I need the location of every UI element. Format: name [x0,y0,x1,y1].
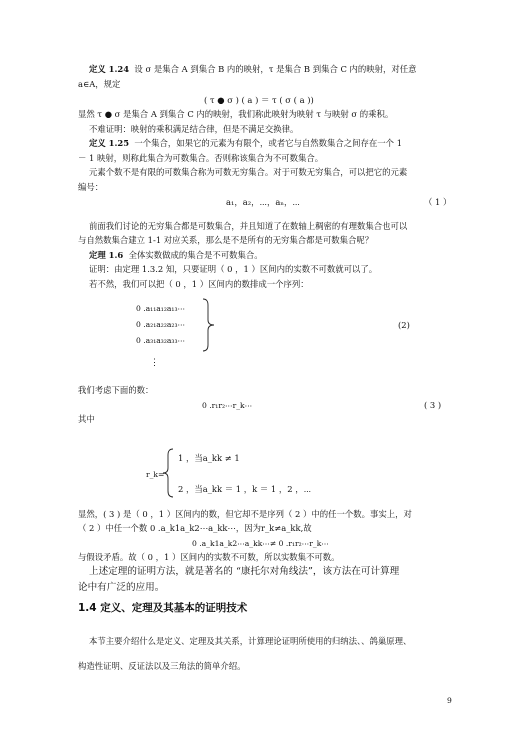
equation-number-2: (2) [398,320,410,330]
conclusion-line4: 上述定理的证明方法，就是著名的 “康托尔对角线法”，该方法在可计算理 [89,566,400,577]
matrix-row-1: 0 .a₁₁a₁₂a₁₃⋯ [136,304,186,313]
def-1-25-line4: 编号： [78,182,104,192]
conclusion-line3: 与假设矛盾。故（ 0 ，1 ）区间内的实数不可数，所以实数集不可数。 [78,552,340,562]
def-1-25-line2: － 1 映射，则称此集合为可数集合。否则称该集合为不可数集合。 [78,153,324,163]
vertical-ellipsis: ⋮ [150,358,159,368]
equation-number-3: ( 3 ) [424,400,442,410]
diagonal-number: 0 .r₁r₂⋯r_k⋯ [202,401,253,410]
theorem-1-6-label: 定理 1.6 [89,250,124,260]
def-1-24-line4: 不难证明：映射的乘积满足结合律，但是不满足交换律。 [89,124,299,134]
matrix-row-2: 0 .a₂₁a₂₂a₂₃⋯ [136,320,186,329]
right-brace-icon [202,298,216,352]
intro-line2: 与自然数集合建立 1-1 对应关系，那么是不是所有的无穷集合都是可数集合呢？ [78,235,374,245]
def-1-24-line2: a∈A，规定 [78,79,121,89]
conclusion-line5: 论中有广泛的应用。 [78,582,165,593]
inequality-formula: 0 .a_k1a_k2⋯a_kk⋯≠ 0 .r₁r₂⋯r_k⋯ [192,539,329,548]
piecewise-case-2: 2 ，当a_kk ＝ 1 ，k ＝ 1 ，2 ，⋯ [178,484,312,494]
def-1-24-label: 定义 1.24 [89,64,130,74]
sequence-formula: a₁，a₂，⋯，aₙ，⋯ [226,197,300,207]
def-1-24-line3: 显然 τ ● σ 是集合 A 到集合 C 内的映射，我们称此映射为映射 τ 与映射 σ 的乘积。 [78,109,394,119]
composition-formula: ( τ ● σ ) ( a ) ＝ τ ( σ ( a )) [204,95,314,105]
def-1-25-line1: 定义 1.25 一个集合，如果它的元素为有限个，或者它与自然数集合之间存在一个 1 [89,138,403,148]
def-1-25-line3: 元素个数不是有限的可数集合称为可数无穷集合。对于可数无穷集合，可以把它的元素 [89,167,408,177]
piecewise-case-1: 1 ，当a_kk ≠ 1 [178,453,240,463]
equation-number-1: （ 1 ） [424,197,452,207]
left-brace-icon [162,448,174,498]
section-heading: 1.4 定义、定理及其基本的证明技术 [78,602,248,614]
proof-line2: 若不然，我们可以把（ 0 ，1 ）区间内的数排成一个序列： [89,279,309,289]
def-1-24-line1: 定义 1.24 设 σ 是集合 A 到集合 B 内的映射，τ 是集合 B 到集合 C 内的映射，对任意 [89,64,417,74]
def-1-25-label: 定义 1.25 [89,138,130,148]
where-label: 其中 [78,414,95,424]
proof-line1: 证明：由定理 1.3.2 知，只要证明（ 0 ，1 ）区间内的实数不可数就可以了。 [89,264,378,274]
conclusion-line1: 显然，( 3 ) 是（ 0 ，1 ）区间内的数，但它却不是序列（ 2 ）中的任一个数。事实上，对 [78,509,412,519]
section-line2: 构造性证明、反证法以及三角法的简单介绍。 [78,661,246,671]
consider-line: 我们考虑下面的数： [78,385,154,395]
section-line1: 本节主要介绍什么是定义、定理及其关系，计算理论证明所使用的归纳法、、鸽巢原理、 [89,636,412,646]
intro-line1: 前面我们讨论的无穷集合都是可数集合，并且知道了在数轴上稠密的有理数集合也可以 [89,221,408,231]
piecewise-lhs: r_k= [146,470,165,479]
page-number: 9 [447,696,452,705]
theorem-1-6: 定理 1.6 全体实数做成的集合是不可数集合。 [89,250,263,260]
matrix-row-3: 0 .a₃₁a₃₂a₃₃⋯ [136,336,186,345]
conclusion-line2: （ 2 ）中任一个数 0 .a_k1a_k2⋯a_kk⋯，因为r_k≠a_kk,故 [78,523,312,533]
